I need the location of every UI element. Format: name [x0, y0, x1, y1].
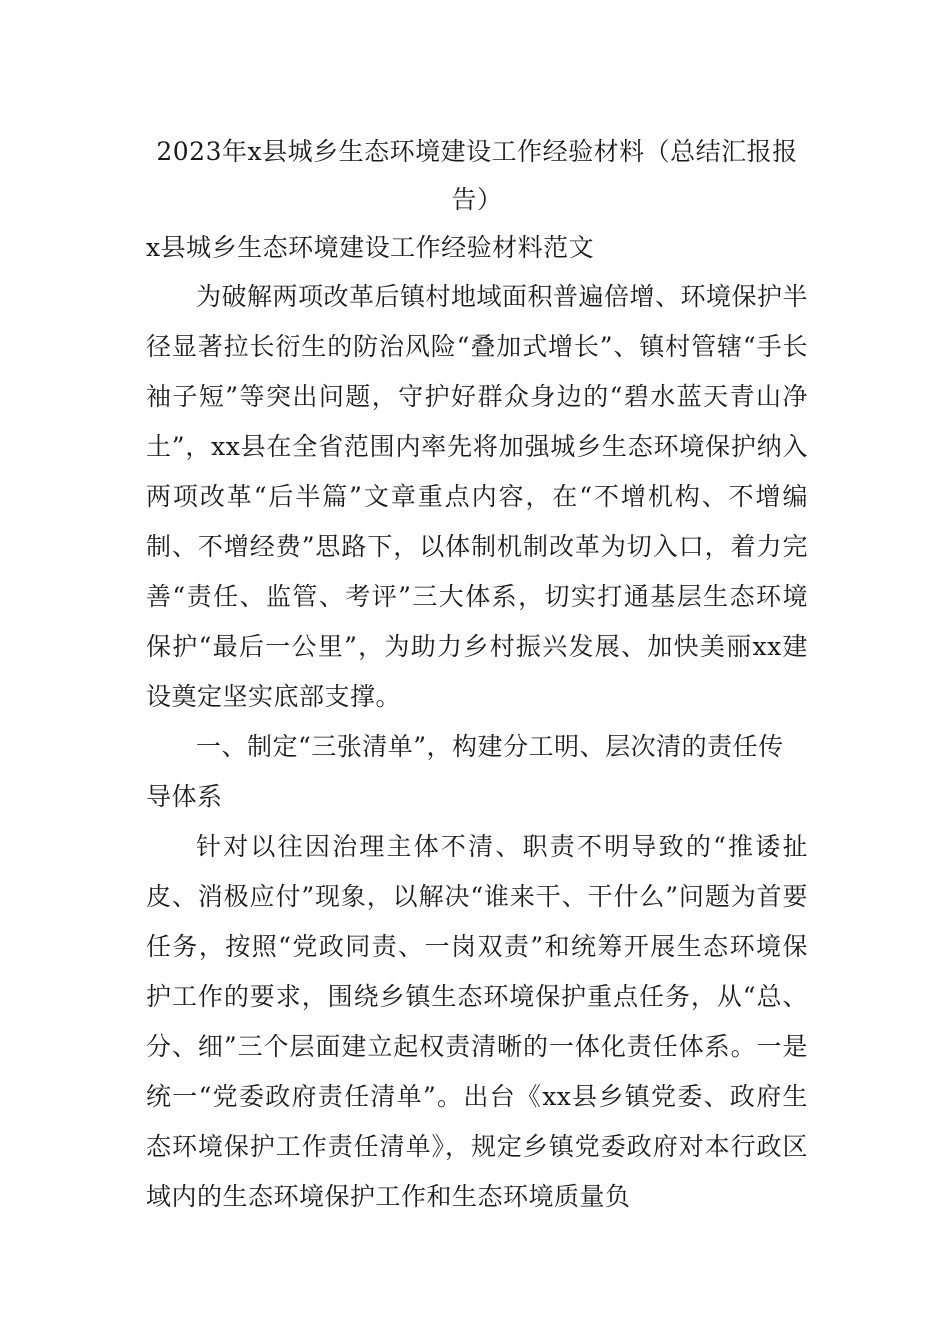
section-paragraph: 针对以往因治理主体不清、职责不明导致的“推诿扯皮、消极应付”现象，以解决“谁来干、干什么”问题为首要任务，按照“党政同责、一岗双责”和统筹开展生态环境保护工作的要求，围绕乡镇生态环境保护重点任务，从“总、分、细”三个层面建立起权责清晰的一体化责任体系。一是统一“党委政府责任清单”。出台《xx县乡镇党委、政府生态环境保护工作责任清单》，规定乡镇党委政府对本行政区域内的生态环境保护工作和生态环境质量负 — [146, 832, 808, 1211]
section-heading: 一、制定“三张清单”，构建分工明、层次清的责任传导体系 — [146, 732, 784, 811]
document-body — [146, 128, 808, 1222]
document-subtitle: x县城乡生态环境建设工作经验材料范文 — [146, 233, 595, 262]
intro-paragraph: 为破解两项改革后镇村地域面积普遍倍增、环境保护半径显著拉长衍生的防治风险“叠加式增长”、镇村管辖“手长袖子短”等突出问题，守护好群众身边的“碧水蓝天青山净土”，xx县在全省范围内率先将加强城乡生态环境保护纳入两项改革“后半篇”文章重点内容，在“不增机构、不增编制、不增经费”思路下，以体制机制改革为切入口，着力完善“责任、监管、考评”三大体系，切实打通基层生态环境保护“最后一公里”，为助力乡村振兴发展、加快美丽xx建设奠定坚实底部支撑。 — [146, 282, 809, 711]
document-title: 2023年x县城乡生态环境建设工作经验材料（总结汇报报告） — [156, 137, 798, 214]
